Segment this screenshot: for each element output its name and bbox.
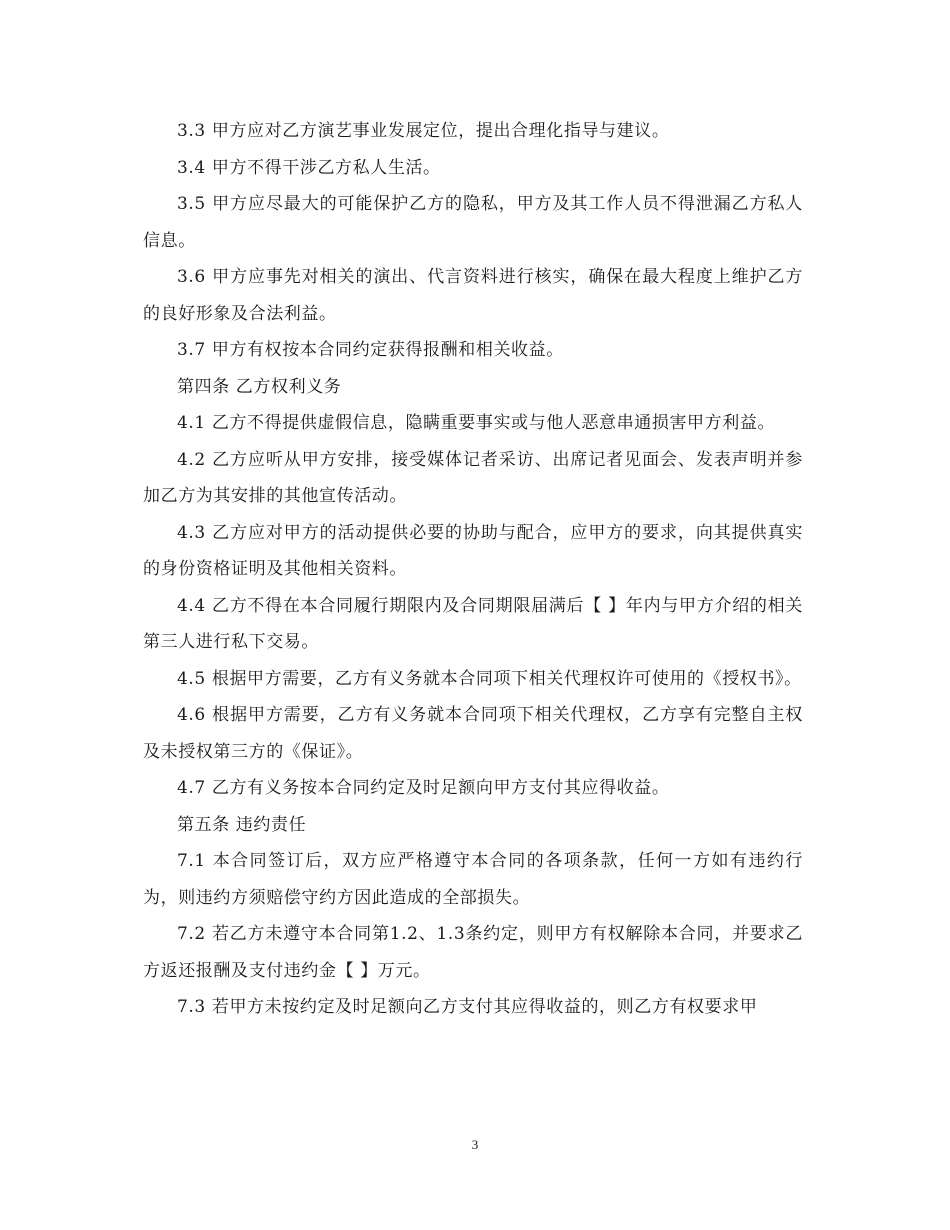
clause-3-5: 3.5 甲方应尽最大的可能保护乙方的隐私，甲方及其工作人员不得泄漏乙方私人信息。: [143, 194, 803, 251]
clause-4-7: 4.7 乙方有义务按本合同约定及时足额向甲方支付其应得收益。: [177, 778, 670, 798]
clause-3-6: 3.6 甲方应事先对相关的演出、代言资料进行核实，确保在最大程度上维护乙方的良好形象及合法利益。: [143, 267, 803, 324]
section-heading-article-4: 第四条 乙方权利义务: [177, 376, 342, 397]
clause-4-4: 4.4 乙方不得在本合同履行期限内及合同期限届满后【 】年内与甲方介绍的相关第三人进行私下交易。: [143, 595, 803, 652]
page-number: 3: [471, 1137, 479, 1152]
clause-3-3: 3.3 甲方应对乙方演艺事业发展定位，提出合理化指导与建议。: [177, 121, 670, 141]
clause-3-7: 3.7 甲方有权按本合同约定获得报酬和相关收益。: [177, 340, 564, 360]
clause-7-1: 7.1 本合同签订后，双方应严格遵守本合同的各项条款，任何一方如有违约行为，则违约方须赔偿守约方因此造成的全部损失。: [143, 851, 803, 908]
clause-4-2: 4.2 乙方应听从甲方安排，接受媒体记者采访、出席记者见面会、发表声明并参加乙方为其安排的其他宣传活动。: [143, 449, 803, 506]
clause-4-1: 4.1 乙方不得提供虚假信息，隐瞒重要事实或与他人恶意串通损害甲方利益。: [177, 413, 776, 433]
clause-7-3: 7.3 若甲方未按约定及时足额向乙方支付其应得收益的，则乙方有权要求甲: [177, 997, 758, 1017]
clause-4-5: 4.5 根据甲方需要，乙方有义务就本合同项下相关代理权许可使用的《授权书》。: [177, 668, 802, 689]
clause-4-3: 4.3 乙方应对甲方的活动提供必要的协助与配合，应甲方的要求，向其提供真实的身份资格证明及其他相关资料。: [143, 522, 803, 579]
clause-4-6: 4.6 根据甲方需要，乙方有义务就本合同项下相关代理权，乙方享有完整自主权及未授权第三方的《保证》。: [143, 705, 803, 762]
clause-3-4: 3.4 甲方不得干涉乙方私人生活。: [177, 157, 441, 178]
clause-7-2: 7.2 若乙方未遵守本合同第1.2、1.3条约定，则甲方有权解除本合同，并要求乙方返还报酬及支付违约金【 】万元。: [143, 924, 803, 981]
section-heading-article-5: 第五条 违约责任: [177, 814, 307, 835]
document-body: [143, 113, 803, 1026]
